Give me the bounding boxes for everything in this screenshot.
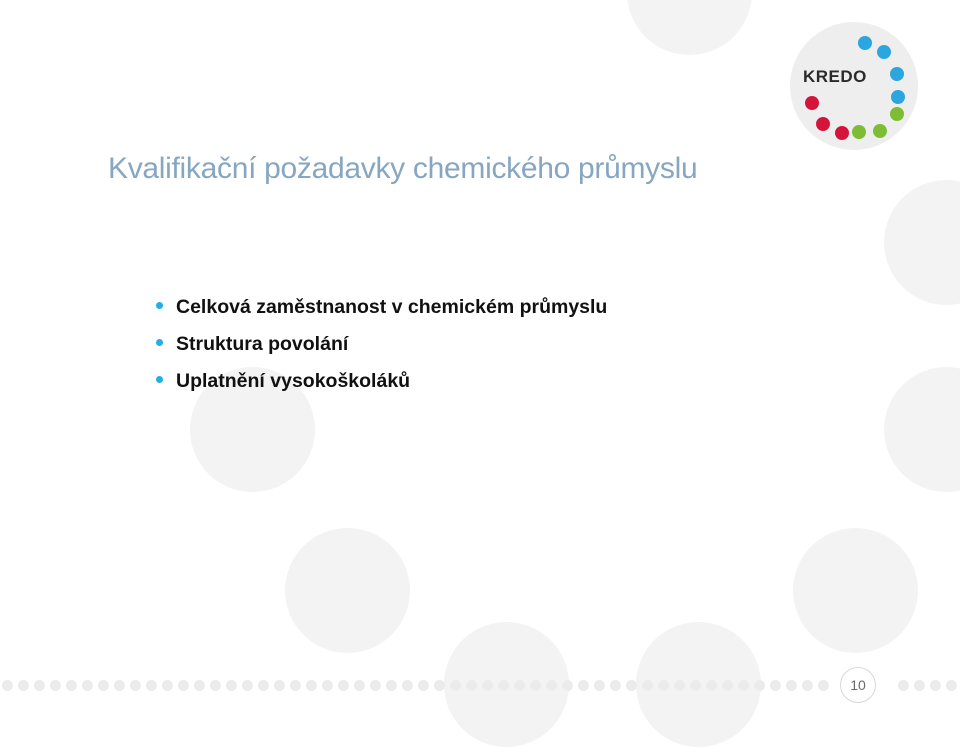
footer-dot [546, 680, 557, 691]
footer-dot [482, 680, 493, 691]
footer-dot [738, 680, 749, 691]
footer-dot [2, 680, 13, 691]
footer-dot [274, 680, 285, 691]
footer-dot [578, 680, 589, 691]
footer-dot [914, 680, 925, 691]
footer-dot [434, 680, 445, 691]
logo-dot [877, 45, 891, 59]
footer-dot [802, 680, 813, 691]
kredo-logo [790, 22, 918, 150]
footer-dot [930, 680, 941, 691]
footer-dot [594, 680, 605, 691]
footer-dot [290, 680, 301, 691]
logo-dot [835, 126, 849, 140]
footer-dot-strip [0, 680, 960, 692]
footer-dot [18, 680, 29, 691]
footer-dot [818, 680, 829, 691]
footer-dot [338, 680, 349, 691]
footer-dot [226, 680, 237, 691]
background-circle [793, 528, 918, 653]
bullet-item [155, 333, 607, 370]
bullet-marker-icon [156, 302, 163, 309]
footer-dot [402, 680, 413, 691]
background-circle [884, 180, 960, 305]
footer-dot [34, 680, 45, 691]
background-circle [627, 0, 752, 55]
footer-dot [322, 680, 333, 691]
footer-dot [786, 680, 797, 691]
footer-dot [114, 680, 125, 691]
background-circle [884, 367, 960, 492]
bullet-item [155, 296, 607, 333]
footer-dot [210, 680, 221, 691]
footer-dot [466, 680, 477, 691]
footer-dot [770, 680, 781, 691]
footer-dot [450, 680, 461, 691]
bullet-text: Uplatnění vysokoškoláků [176, 370, 411, 392]
footer-dot [194, 680, 205, 691]
footer-dot [562, 680, 573, 691]
footer-dot [498, 680, 509, 691]
footer-dot [674, 680, 685, 691]
logo-dot [805, 96, 819, 110]
slide-title: Kvalifikační požadavky chemického průmyslu [108, 152, 698, 185]
bullet-text: Struktura povolání [176, 333, 349, 355]
footer-dot [418, 680, 429, 691]
footer-dot [690, 680, 701, 691]
footer-dot [658, 680, 669, 691]
logo-dot [890, 107, 904, 121]
footer-dot [50, 680, 61, 691]
background-circle [285, 528, 410, 653]
logo-text: KREDO [803, 67, 867, 86]
logo-dot [852, 125, 866, 139]
footer-dot [946, 680, 957, 691]
footer-dot [626, 680, 637, 691]
footer-dot [514, 680, 525, 691]
footer-dot [354, 680, 365, 691]
footer-dot [306, 680, 317, 691]
bullet-list [155, 296, 607, 407]
logo-dot [891, 90, 905, 104]
footer-dot [530, 680, 541, 691]
footer-dot [162, 680, 173, 691]
footer-dot [258, 680, 269, 691]
logo-dot [890, 67, 904, 81]
footer-dot [242, 680, 253, 691]
footer-dot [722, 680, 733, 691]
footer-dot [82, 680, 93, 691]
footer-dot [130, 680, 141, 691]
logo-dot [816, 117, 830, 131]
bullet-text: Celková zaměstnanost v chemickém průmyslu [176, 296, 608, 318]
footer-dot [386, 680, 397, 691]
bullet-marker-icon [156, 376, 163, 383]
logo-dot [873, 124, 887, 138]
footer-dot [642, 680, 653, 691]
footer-dot [146, 680, 157, 691]
footer-dot [898, 680, 909, 691]
bullet-marker-icon [156, 339, 163, 346]
footer-dot [706, 680, 717, 691]
footer-dot [754, 680, 765, 691]
footer-dot [98, 680, 109, 691]
bullet-item [155, 370, 607, 407]
footer-dot [370, 680, 381, 691]
footer-dot [610, 680, 621, 691]
page-number: 10 [840, 667, 876, 703]
footer-dot [66, 680, 77, 691]
footer-dot [178, 680, 189, 691]
logo-dot [858, 36, 872, 50]
